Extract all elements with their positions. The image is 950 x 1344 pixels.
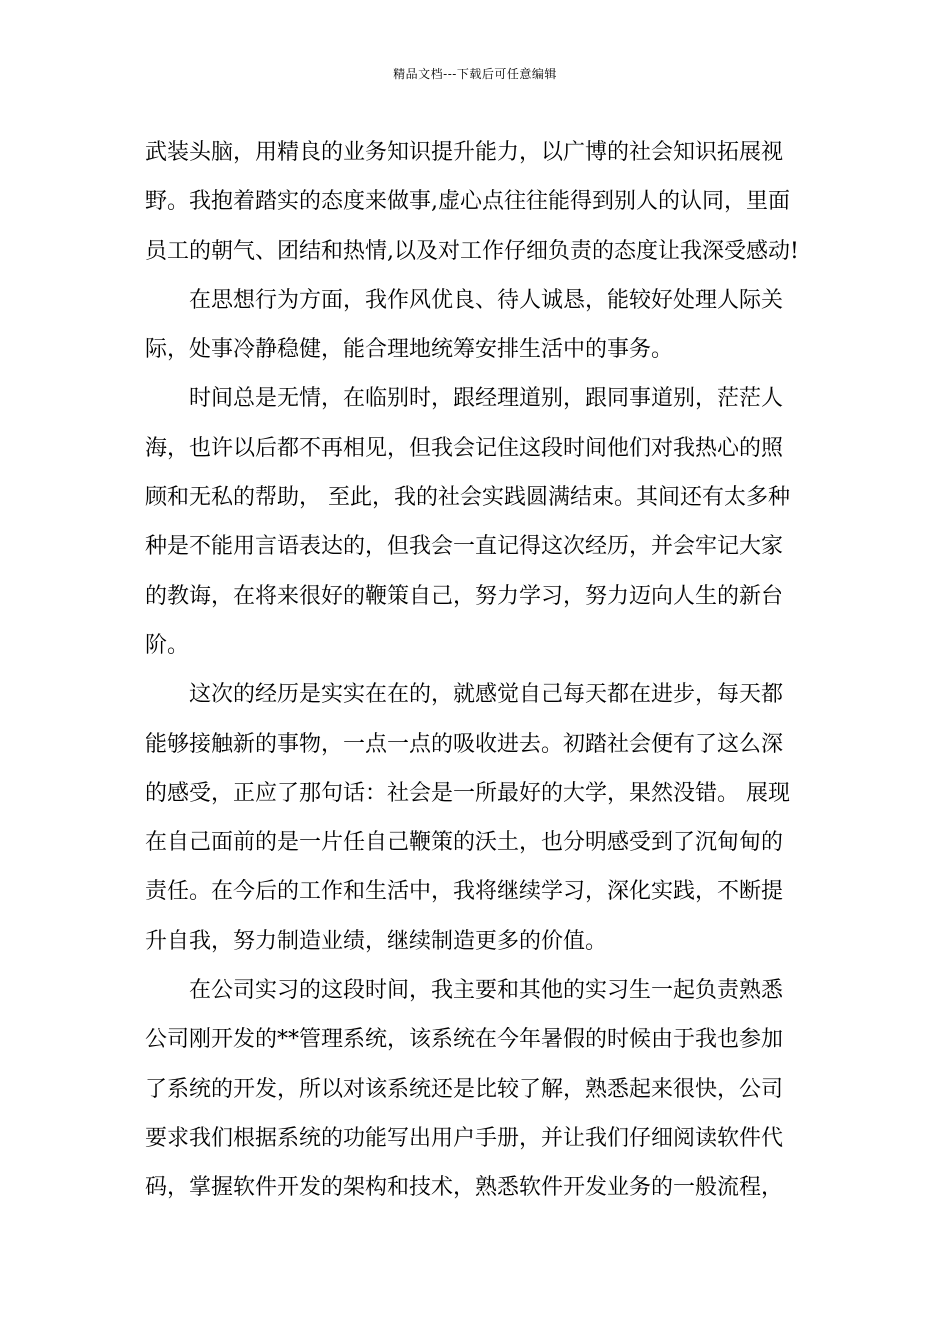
text-line: 要求我们根据系统的功能写出用户手册，并让我们仔细阅读软件代 [145, 1125, 784, 1151]
paragraph [145, 374, 811, 670]
text-line: 的教诲，在将来很好的鞭策自己，努力学习，努力迈向人生的新台 [145, 583, 784, 609]
paragraph [145, 276, 811, 375]
text-line: 海，也许以后都不再相见，但我会记住这段时间他们对我热心的照 [145, 435, 784, 461]
paragraph [145, 670, 811, 966]
text-line: 能够接触新的事物，一点一点的吸收进去。初踏社会便有了这么深 [145, 731, 784, 757]
document-body [145, 128, 811, 1213]
text-line: 种是不能用言语表达的，但我会一直记得这次经历，并会牢记大家 [145, 534, 784, 560]
text-line: 武装头脑，用精良的业务知识提升能力，以广博的社会知识拓展视 [145, 140, 784, 165]
text-line: 的感受，正应了那句话：社会是一所最好的大学，果然没错。 展现 [145, 780, 790, 806]
text-line: 码，掌握软件开发的架构和技术，熟悉软件开发业务的一般流程， [145, 1175, 784, 1201]
page-header: 精品文档---下载后可任意编辑 [393, 67, 557, 81]
paragraph [145, 966, 811, 1212]
text-line: 野。我抱着踏实的态度来做事,虚心点往往能得到别人的认同，里面 [145, 189, 790, 215]
text-line: 时间总是无情，在临别时，跟经理道别，跟同事道别，茫茫人 [189, 386, 784, 412]
text-line: 升自我，努力制造业绩，继续制造更多的价值。 [145, 928, 608, 954]
text-line: 了系统的开发，所以对该系统还是比较了解，熟悉起来很快，公司 [145, 1076, 784, 1102]
text-line: 阶。 [145, 632, 190, 658]
text-line: 在公司实习的这段时间，我主要和其他的实习生一起负责熟悉 [189, 978, 784, 1004]
text-line: 顾和无私的帮助， 至此，我的社会实践圆满结束。其间还有太多种 [145, 485, 790, 511]
text-line: 员工的朝气、团结和热情,以及对工作仔细负责的态度让我深受感动! [145, 238, 799, 264]
paragraph [145, 128, 811, 276]
text-line: 责任。在今后的工作和生活中，我将继续学习，深化实践，不断提 [145, 879, 784, 905]
text-line: 公司刚开发的**管理系统，该系统在今年暑假的时候由于我也参加 [145, 1027, 784, 1053]
text-line: 际，处事冷静稳健，能合理地统筹安排生活中的事务。 [145, 337, 674, 363]
text-line: 在思想行为方面，我作风优良、待人诚恳，能较好处理人际关 [189, 287, 784, 313]
text-line: 在自己面前的是一片任自己鞭策的沃土，也分明感受到了沉甸甸的 [145, 830, 784, 856]
text-line: 这次的经历是实实在在的，就感觉自己每天都在进步，每天都 [189, 682, 784, 708]
